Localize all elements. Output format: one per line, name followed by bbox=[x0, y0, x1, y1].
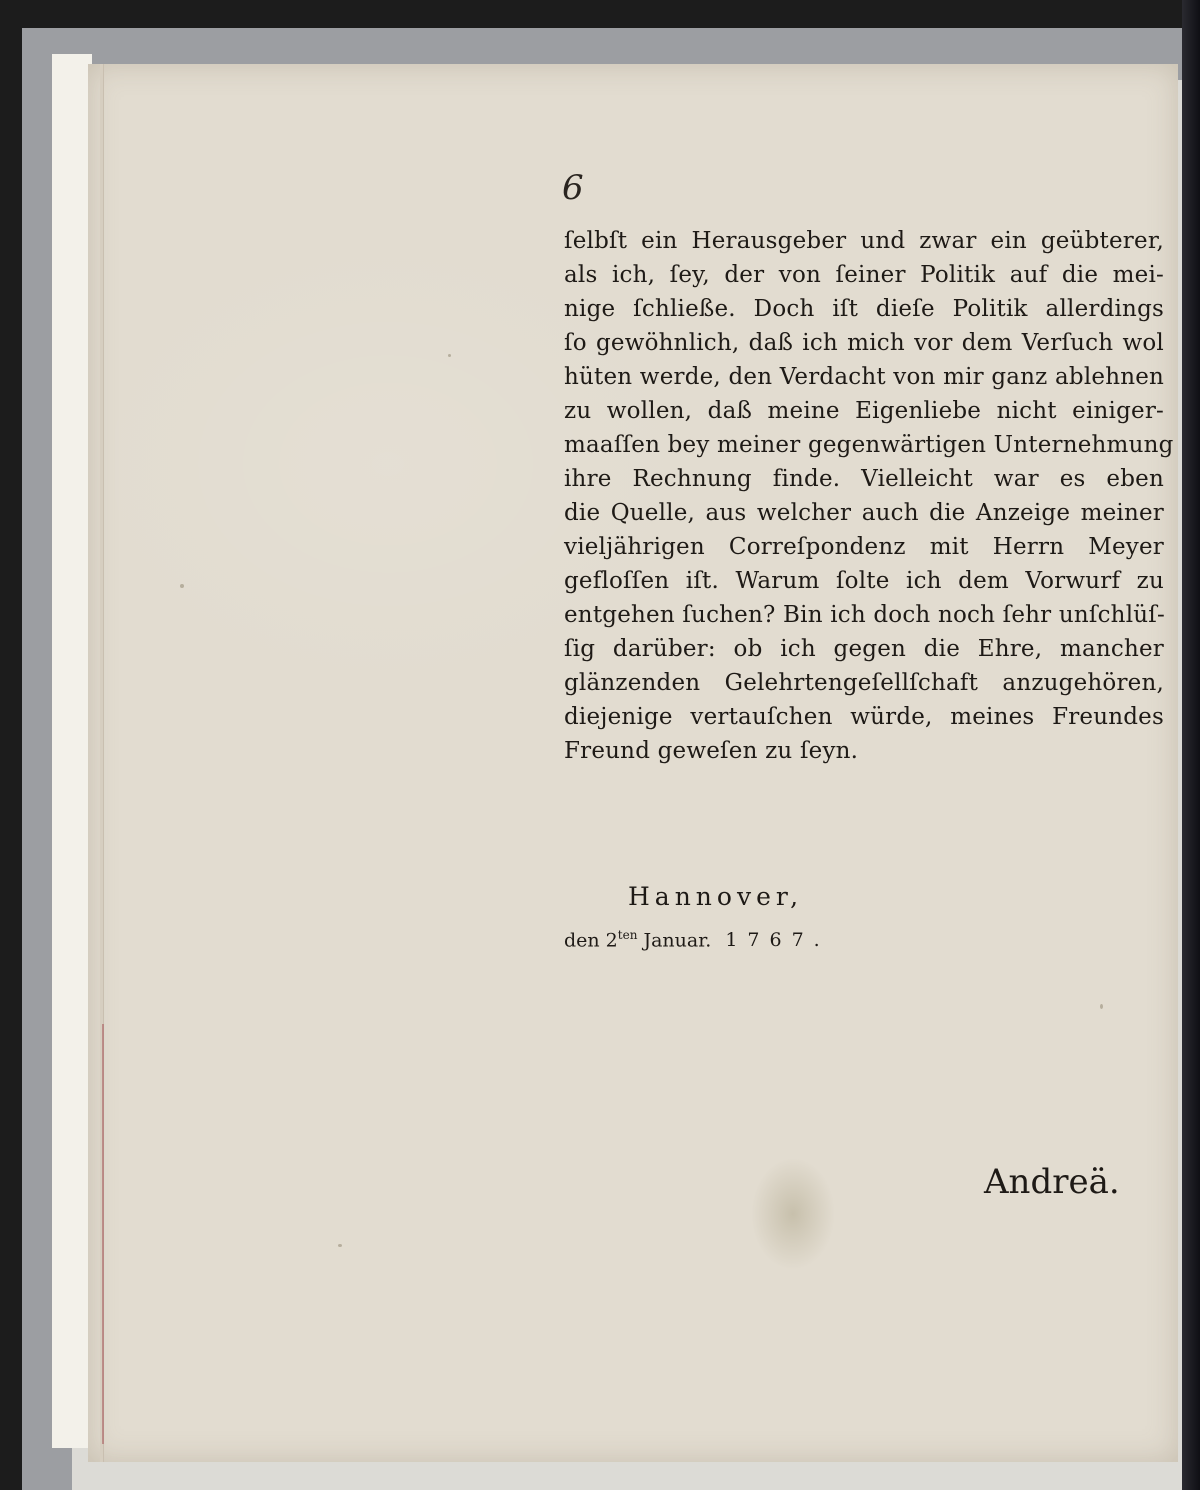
date-year: 1767. bbox=[725, 929, 830, 952]
text-line: ihre Rechnung finde. Vielleicht war es eben bbox=[564, 466, 1164, 492]
paper-speck bbox=[1100, 1004, 1103, 1009]
page-number: 6 bbox=[562, 168, 584, 208]
text-line: diejenige vertauſchen würde, meines Freundes bbox=[564, 704, 1164, 730]
text-line: Freund geweſen zu ſeyn. bbox=[564, 738, 859, 764]
flyleaf bbox=[52, 54, 92, 1448]
background-edge bbox=[1182, 0, 1200, 1490]
text-line: maaſſen bey meiner gegenwärtigen Unternehmung bbox=[564, 432, 1174, 458]
signature: Andreä. bbox=[984, 1162, 1120, 1202]
date-superscript: ten bbox=[617, 928, 638, 942]
date-prefix: den 2 bbox=[564, 929, 618, 952]
date-line bbox=[564, 928, 830, 951]
book-page bbox=[88, 64, 1178, 1462]
text-line: die Quelle, aus welcher auch die Anzeige meiner bbox=[564, 500, 1164, 526]
date-month: Januar. bbox=[643, 929, 712, 952]
paper-speck bbox=[338, 1244, 342, 1247]
place-name: Hannover, bbox=[628, 882, 804, 911]
body-text bbox=[564, 224, 1174, 768]
text-line: ſig darüber: ob ich gegen die Ehre, mancher bbox=[564, 636, 1164, 662]
text-line: ſo gewöhnlich, daß ich mich vor dem Verſuch wol bbox=[564, 330, 1164, 356]
text-line: glänzenden Gelehrtengeſellſchaft anzugehören, bbox=[564, 670, 1164, 696]
text-line: nige ſchließe. Doch iſt dieſe Politik allerdings bbox=[564, 296, 1164, 322]
text-line: vieljährigen Correſpondenz mit Herrn Meyer bbox=[564, 534, 1164, 560]
text-line: gefloſſen iſt. Warum ſolte ich dem Vorwurf zu bbox=[564, 568, 1164, 594]
text-line: ſelbſt ein Herausgeber und zwar ein geübterer, bbox=[564, 228, 1164, 254]
paper-speck bbox=[448, 354, 451, 357]
page-red-edge bbox=[102, 1024, 104, 1444]
paper-speck bbox=[180, 584, 184, 588]
text-line: entgehen ſuchen? Bin ich doch noch ſehr unſchlüſ- bbox=[564, 602, 1165, 628]
text-line: zu wollen, daß meine Eigenliebe nicht einiger- bbox=[564, 398, 1164, 424]
text-line: als ich, ſey, der von ſeiner Politik auf die mei- bbox=[564, 262, 1164, 288]
text-line: hüten werde, den Verdacht von mir ganz ablehnen bbox=[564, 364, 1165, 390]
